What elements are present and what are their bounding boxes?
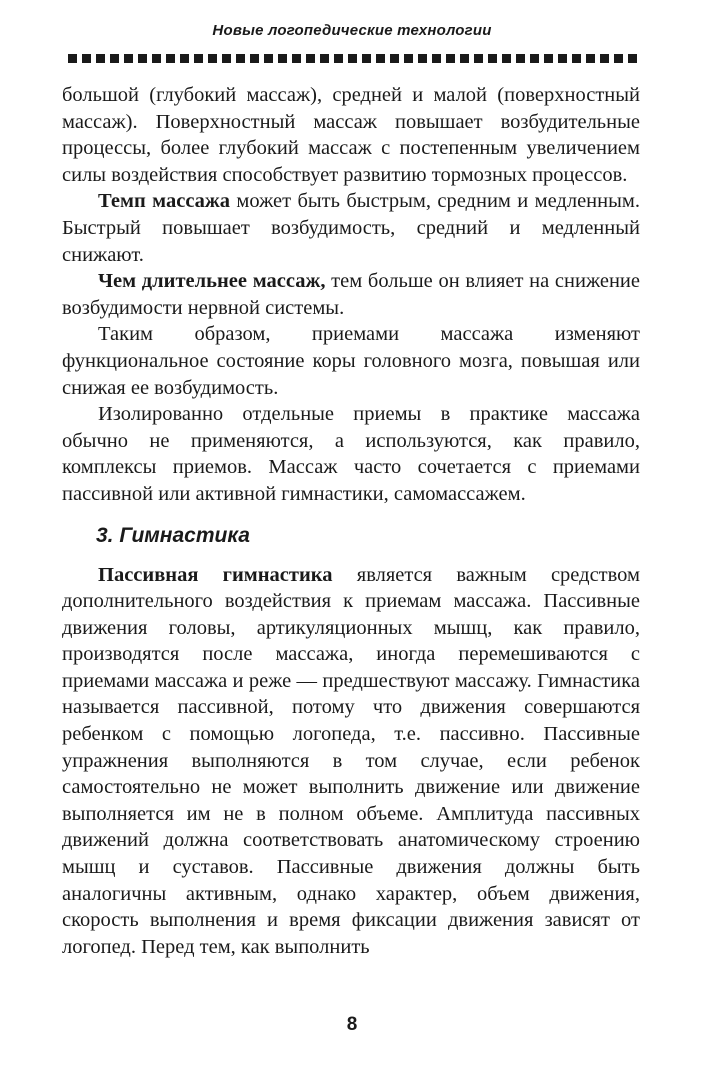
term-massage-tempo: Темп массажа <box>98 190 231 213</box>
page-body <box>62 82 640 960</box>
paragraph-text: тем больше он влияет на снижение возбудимости нервной системы. <box>62 270 640 319</box>
paragraph-text: является важным средством дополнительного воздействия к приемам массажа. Пассивные движения головы, артикуляционных мышц, как правило, производятся после массажа, иногда перемешиваются с приемами массажа и реже — предшествуют массажу. Гимнастика называется пассивной, потому что движения совершаются ребенком с помощью логопеда, т.е. пассивно. Пассивные упражнения выполняются в том случае, если ребенок самостоятельно не может выполнить движение или движение выполняется им не в полном объеме. Амплитуда пассивных движений должна соответствовать анатомическому строению мышц и суставов. Пассивные движения должны быть аналогичны активным, однако характер, объем движения, скорость выполнения и время фиксации движения зависят от логопед. Перед тем, как выполнить <box>62 563 640 958</box>
paragraph-passive-gymnastics <box>62 562 640 961</box>
paragraph-massage-effect: Таким образом, приемами массажа изменяют функциональное состояние коры головного мозга, повышая или снижая ее возбудимость. <box>62 323 640 399</box>
page-number: 8 <box>346 1014 358 1035</box>
term-massage-duration: Чем длительнее массаж, <box>98 270 326 293</box>
paragraph-text: может быть быстрым, средним и медленным. Быстрый повышает возбудимость, средний и медленный снижают. <box>62 190 640 266</box>
paragraph-massage-duration <box>62 268 640 321</box>
paragraph-massage-tempo <box>62 188 640 268</box>
paragraph-massage-depth: большой (глубокий массаж), средней и малой (поверхностный массаж). Поверхностный массаж повышает возбудительные процессы, более глубокий массаж с постепенным увеличением силы воздействия способствует развитию тормозных процессов. <box>62 84 640 186</box>
paragraph-massage-complexes: Изолированно отдельные приемы в практике массажа обычно не применяются, а используются, как правило, комплексы приемов. Массаж часто сочетается с приемами пассивной или активной гимнастики, самомассажем. <box>62 403 640 505</box>
running-header: Новые логопедические технологии <box>212 22 492 39</box>
section-heading-gymnastics: 3. Гимнастика <box>96 523 250 547</box>
header-dashed-rule <box>68 54 638 63</box>
term-passive-gymnastics: Пассивная гимнастика <box>98 563 333 586</box>
